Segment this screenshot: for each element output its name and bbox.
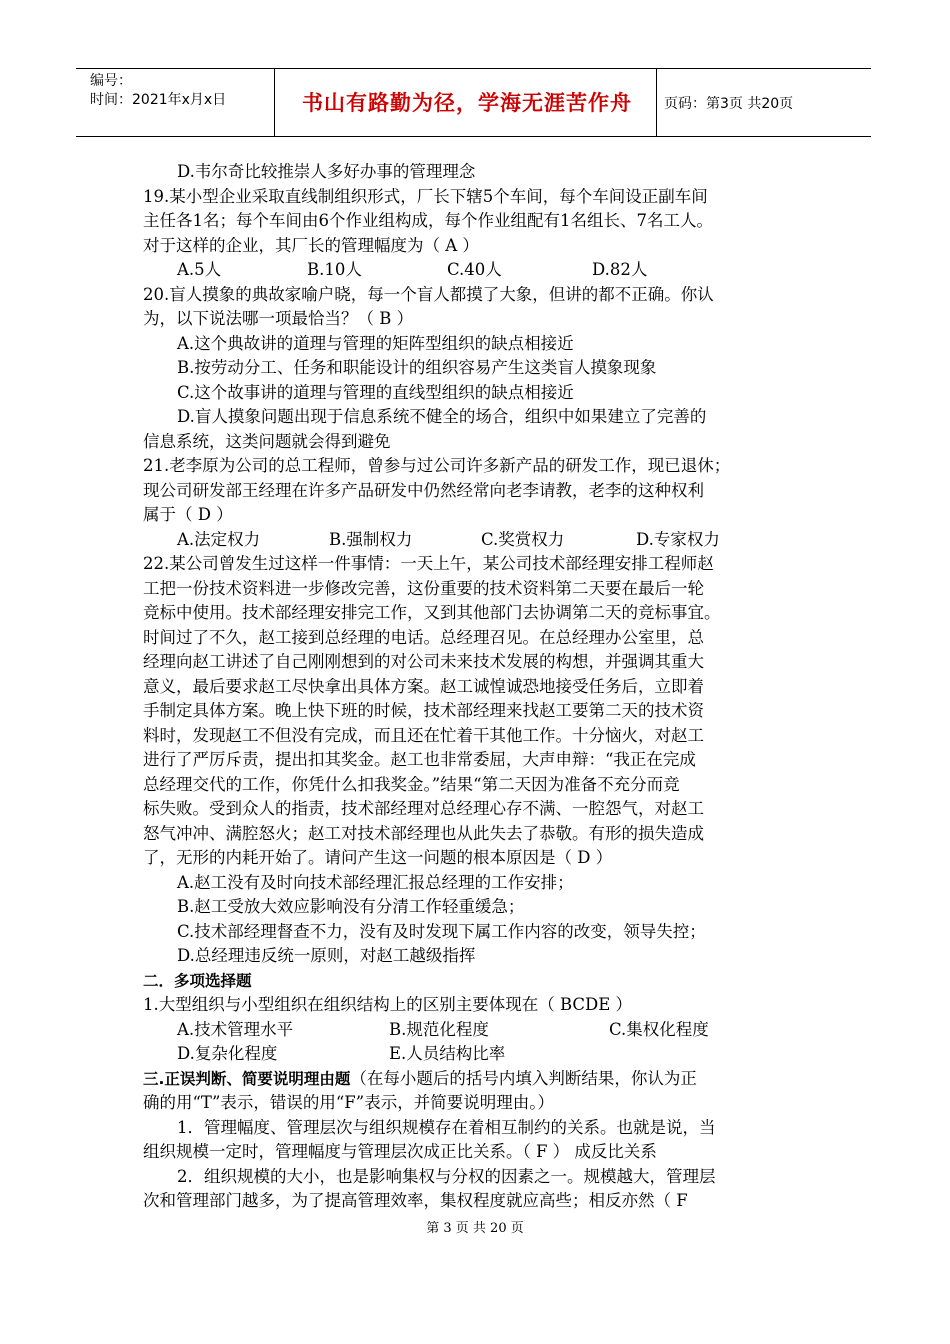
q22-text-line3: 竞标中使用。技术部经理安排完工作，又到其他部门去协调第二天的竞标事宜。	[143, 603, 721, 622]
q20-text-line2: 为，以下说法哪一项最恰当？（ B ）	[143, 309, 414, 328]
q22-text-line4: 时间过了不久，赵工接到总经理的电话。总经理召见。在总经理办公室里，总	[143, 627, 704, 647]
tf1-text-line2: 组织规模一定时，管理幅度与管理层次成正比关系。（ F ） 成反比关系	[143, 1142, 657, 1161]
mq1-option-e: E.人员结构比率	[389, 1044, 506, 1063]
q20-option-a: A.这个典故讲的道理与管理的矩阵型组织的缺点相接近	[177, 333, 574, 353]
mq1-options-row2	[143, 1042, 818, 1067]
mq1-option-a: A.技术管理水平	[177, 1019, 294, 1039]
q21-option-c: C.奖赏权力	[481, 529, 565, 549]
header-motto: 书山有路勤为径，学海无涯苦作舟	[302, 91, 632, 115]
mq1-option-b: B.规范化程度	[389, 1019, 489, 1039]
q22-text-line2: 工把一份技术资料进一步修改完善，这份重要的技术资料第二天要在最后一轮	[143, 578, 704, 598]
header-rule-bottom	[76, 136, 871, 137]
q19-text-line2: 主任各1名；每个车间由6个作业组构成，每个作业组配有1名组长、7名工人。	[143, 211, 713, 230]
q18-option-d: D.韦尔奇比较推崇人多好办事的管理理念	[177, 162, 476, 181]
header-divider-right	[656, 68, 657, 136]
q22-option-a: A.赵工没有及时向技术部经理汇报总经理的工作安排；	[177, 872, 574, 892]
section-3-title: 三.正误判断、简要说明理由题	[143, 1069, 351, 1088]
q21-text-line1: 21.老李原为公司的总工程师，曾参与过公司许多新产品的研发工作，现已退休；	[143, 456, 731, 475]
q22-option-b: B.赵工受放大效应影响没有分清工作轻重缓急；	[177, 897, 525, 916]
q21-text-line3: 属于（ D ）	[143, 505, 233, 524]
q19-option-a: A.5人	[177, 260, 222, 279]
q19-text-line1: 19.某小型企业采取直线制组织形式，厂长下辖5个车间，每个车间设正副车间	[143, 186, 708, 206]
header-meta	[90, 72, 275, 110]
number-label: 编号：	[90, 73, 132, 89]
tf2-text-line1: 2．组织规模的大小，也是影响集权与分权的因素之一。规模越大，管理层	[177, 1166, 716, 1186]
q22-option-d: D.总经理违反统一原则，对赵工越级指挥	[177, 946, 476, 965]
q19-options	[143, 258, 818, 283]
q19-option-c: C.40人	[447, 260, 502, 279]
q22-text-line1: 22.某公司曾发生过这样一件事情：一天上午，某公司技术部经理安排工程师赵	[143, 554, 714, 573]
q21-option-a: A.法定权力	[177, 529, 261, 549]
q21-text-line2: 现公司研发部王经理在许多产品研发中仍然经常向老李请教，老李的这种权利	[143, 480, 704, 500]
q19-text-line3: 对于这样的企业，其厂长的管理幅度为（ A ）	[143, 235, 479, 255]
q20-option-d-line2: 信息系统，这类问题就会得到避免	[143, 431, 391, 451]
q19-option-b: B.10人	[307, 260, 362, 279]
mq1-option-c: C.集权化程度	[609, 1019, 709, 1039]
document-body	[143, 160, 818, 1214]
q20-option-b: B.按劳动分工、任务和职能设计的组织容易产生这类盲人摸象现象	[177, 358, 657, 377]
mq1-text: 1.大型组织与小型组织在组织结构上的区别主要体现在（ BCDE ）	[143, 995, 633, 1014]
q21-option-b: B.强制权力	[329, 529, 413, 549]
q22-text-line11: 标失败。受到众人的指责，技术部经理对总经理心存不满、一腔怨气，对赵工	[143, 799, 704, 818]
q22-text-line12: 怒气冲冲、满腔怒火；赵工对技术部经理也从此失去了恭敬。有形的损失造成	[143, 823, 704, 843]
q21-options	[143, 528, 818, 553]
tf1-text-line1: 1．管理幅度、管理层次与组织规模存在着相互制约的关系。也就是说，当	[177, 1117, 716, 1137]
q22-option-c: C.技术部经理督查不力，没有及时发现下属工作内容的改变，领导失控；	[177, 921, 706, 941]
page-footer: 第 3 页 共 20 页	[426, 1221, 524, 1236]
q22-text-line9: 进行了严厉斥责，提出扣其奖金。赵工也非常委屈，大声申辩：“我正在完成	[143, 750, 696, 769]
section-3-note: （在每小题后的括号内填入判断结果，你认为正	[350, 1068, 697, 1088]
section-3-note-line2: 确的用“T”表示，错误的用“F”表示，并简要说明理由。）	[143, 1093, 554, 1112]
q22-text-line5: 经理向赵工讲述了自己刚刚想到的对公司未来技术发展的构想，并强调其重大	[143, 652, 704, 671]
q22-text-line13: 了，无形的内耗开始了。请问产生这一问题的根本原因是（ D ）	[143, 848, 613, 867]
q21-option-d: D.专家权力	[636, 529, 720, 549]
q20-option-d-line1: D.盲人摸象问题出现于信息系统不健全的场合，组织中如果建立了完善的	[177, 407, 707, 426]
section-2-title: 二．多项选择题	[143, 971, 252, 990]
section-3-heading	[143, 1067, 818, 1092]
header-rule-top	[76, 68, 871, 69]
mq1-options-row1	[143, 1018, 818, 1043]
header-page-info: 页码：第3页 共20页	[664, 96, 794, 112]
q22-text-line6: 意义，最后要求赵工尽快拿出具体方案。赵工诚惶诚恐地接受任务后，立即着	[143, 676, 704, 696]
q20-option-c: C.这个故事讲的道理与管理的直线型组织的缺点相接近	[177, 382, 574, 402]
q20-text-line1: 20.盲人摸象的典故家喻户晓，每一个盲人都摸了大象，但讲的都不正确。你认	[143, 284, 714, 304]
tf2-text-line2: 次和管理部门越多，为了提高管理效率，集权程度就应高些；相反亦然（ F	[143, 1191, 688, 1210]
q22-text-line10: 总经理交代的工作，你凭什么扣我奖金。”结果“第二天因为准备不充分而竞	[143, 774, 680, 794]
date-label: 时间：2021年x月x日	[90, 92, 227, 108]
q22-text-line7: 手制定具体方案。晚上快下班的时候，技术部经理来找赵工要第二天的技术资	[143, 701, 704, 720]
mq1-option-d: D.复杂化程度	[177, 1044, 278, 1063]
q19-option-d: D.82人	[592, 260, 648, 279]
q22-text-line8: 料时，发现赵工不但没有完成，而且还在忙着干其他工作。十分恼火，对赵工	[143, 725, 704, 745]
